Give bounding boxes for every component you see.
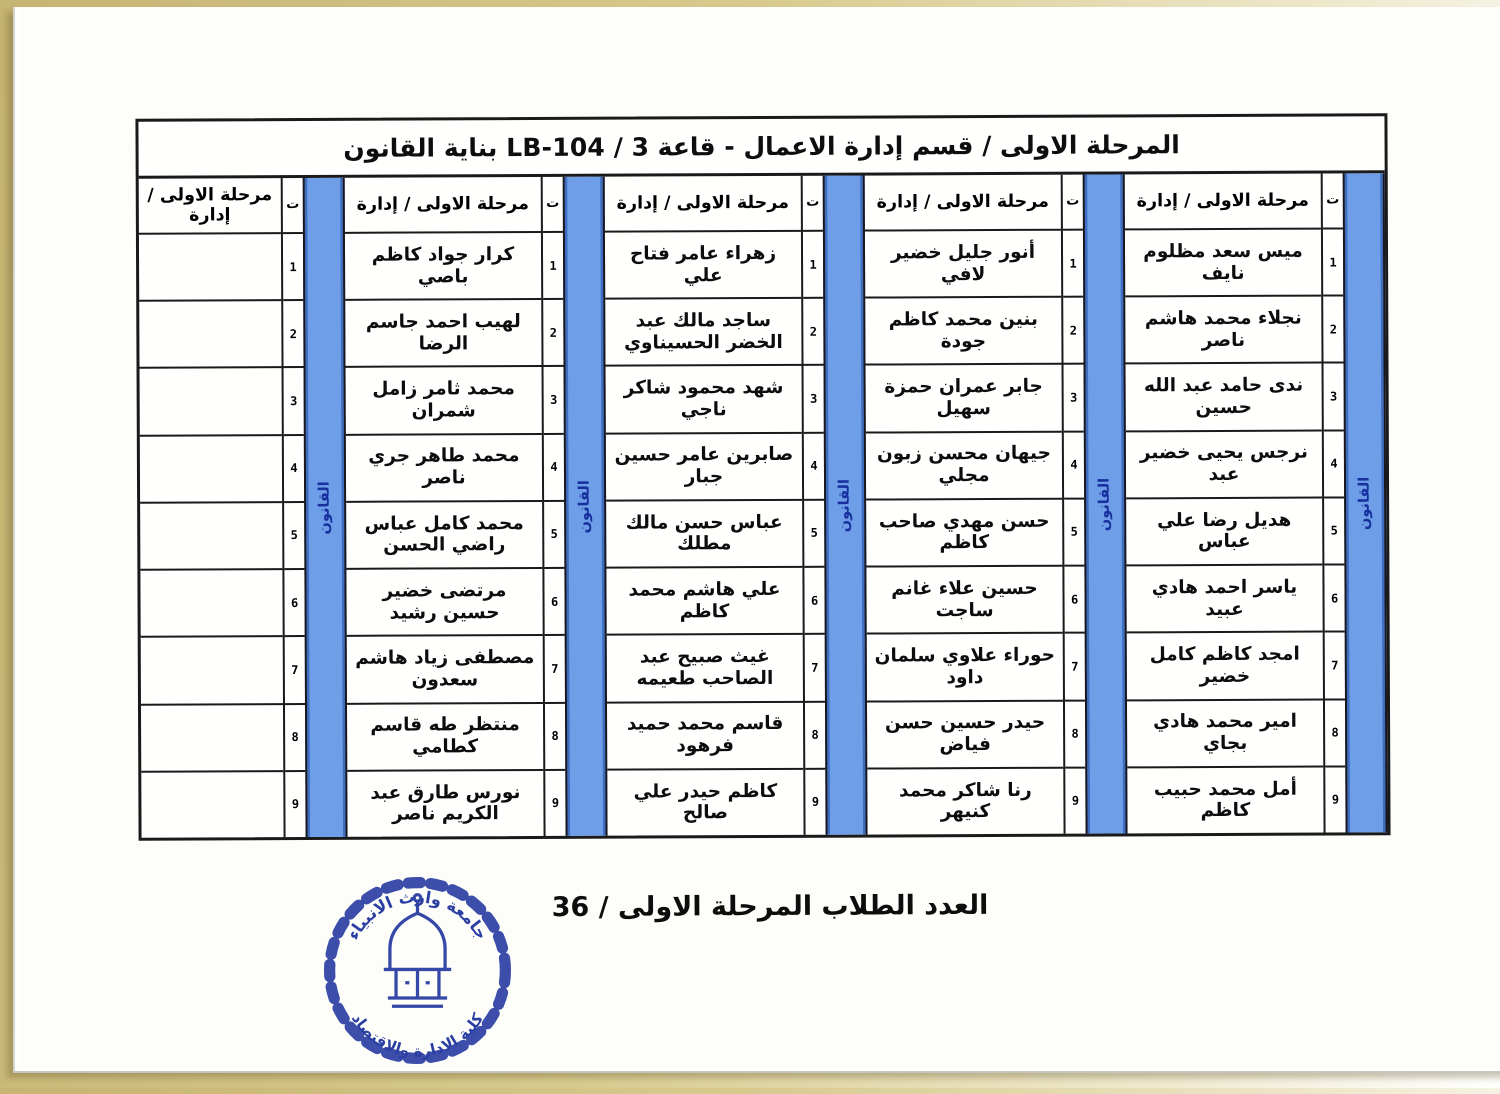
- student-name: جيهان محسن زبون مجلي: [866, 432, 1062, 500]
- student-name: صابرين عامر حسين جبار: [606, 433, 802, 501]
- seq-number: 2: [1323, 297, 1343, 364]
- seq-header: ت: [543, 177, 563, 233]
- blue-strip: [823, 176, 868, 835]
- seq-header: ت: [803, 176, 823, 232]
- names-header: مرحلة الاولى / إدارة: [1125, 174, 1321, 231]
- seq-header: ت: [1063, 175, 1083, 231]
- student-name-empty: [139, 301, 281, 369]
- student-name: بنين محمد كاظم جودة: [865, 298, 1061, 366]
- student-name: هديل رضا علي عباس: [1126, 498, 1322, 566]
- seq-number: 7: [1325, 633, 1345, 700]
- blue-strip: [563, 177, 608, 836]
- seq-number: 3: [544, 367, 564, 434]
- student-name: شهد محمود شاكر ناجي: [606, 366, 802, 434]
- column-group-2: [865, 174, 1128, 834]
- blue-strip: [1343, 173, 1388, 832]
- seq-number: 2: [283, 301, 303, 368]
- seq-number: 7: [1065, 634, 1085, 701]
- student-name-empty: [141, 705, 283, 773]
- seq-column: [1321, 173, 1346, 832]
- student-name: نورس طارق عبد الكريم ناصر: [370, 781, 521, 825]
- student-name: علي هاشم محمد كاظم: [606, 568, 802, 636]
- student-name-empty: [140, 570, 282, 638]
- seq-number: 7: [285, 637, 305, 704]
- seq-number: 8: [285, 705, 305, 772]
- student-name: رنا شاكر محمد كنيهر: [898, 779, 1032, 823]
- seq-number: 5: [1064, 499, 1084, 566]
- column-group-1: [1125, 173, 1388, 833]
- seq-number: 1: [803, 232, 823, 299]
- table-body: [139, 173, 1388, 837]
- student-name: جابر عمران حمزة سهيل: [866, 365, 1062, 433]
- seq-number: 6: [1324, 566, 1344, 633]
- student-name: أنور جليل خضير لافي: [865, 231, 1061, 299]
- seq-number: 1: [1323, 229, 1343, 296]
- scanned-page: [13, 7, 1500, 1073]
- seq-number: 8: [1065, 701, 1085, 768]
- table-title: المرحلة الاولى / قسم إدارة الاعمال - قاعة 3 / LB-104 بناية القانون: [138, 116, 1384, 178]
- stamp-seal-icon: [315, 855, 520, 1090]
- student-name: ميس سعد مظلوم نايف: [1125, 230, 1321, 298]
- seq-header: ت: [1323, 173, 1343, 229]
- names-header: مرحلة الاولى / إدارة: [345, 177, 541, 234]
- strip-label: القانون: [1097, 477, 1114, 531]
- names-column: [1125, 174, 1324, 834]
- seq-header: ت: [283, 178, 303, 234]
- stamp-top-text: جامعة وارث الانبياء: [343, 887, 492, 943]
- student-name: لهيب احمد جاسم الرضا: [345, 300, 541, 368]
- student-name: امجد كاظم كامل خضير: [1127, 633, 1323, 701]
- student-name: نرجس يحيى خضير عبد: [1126, 431, 1322, 499]
- seq-number: 1: [1063, 231, 1083, 298]
- seq-column: [541, 177, 566, 836]
- student-name: حيدر حسين حسن فياض: [867, 701, 1063, 769]
- seq-number: 2: [543, 300, 563, 367]
- student-name: ندى حامد عبد الله حسين: [1126, 364, 1322, 432]
- seq-column: [801, 176, 826, 835]
- seq-number: 6: [1064, 567, 1084, 634]
- strip-label: القانون: [577, 479, 594, 533]
- seq-column: [281, 178, 306, 837]
- seq-number: 7: [805, 635, 825, 702]
- names-column: [865, 175, 1064, 835]
- student-name: نجلاء محمد هاشم ناصر: [1125, 297, 1321, 365]
- seq-number: 7: [545, 636, 565, 703]
- seq-number: 9: [811, 795, 820, 810]
- svg-text:كلية الادارة والاقتصاد: [348, 1010, 487, 1060]
- column-group-3: [605, 176, 868, 836]
- student-name: مصطفى زياد هاشم سعدون: [347, 636, 543, 704]
- seq-number: 6: [284, 570, 304, 637]
- names-column: [345, 177, 544, 837]
- student-name-empty: [141, 772, 283, 838]
- student-name: كاظم حيدر علي صالح: [633, 780, 778, 824]
- student-name: منتظر طه قاسم كطامي: [347, 703, 543, 771]
- column-group-5: [139, 178, 348, 838]
- student-name: ياسر احمد هادي عبيد: [1126, 566, 1322, 634]
- seq-number: 6: [804, 568, 824, 635]
- seq-number: 9: [291, 797, 300, 812]
- student-name: امير محمد هادي بجاي: [1127, 700, 1323, 768]
- names-header: مرحلة الاولى / إدارة: [605, 176, 801, 233]
- seq-number: 8: [805, 702, 825, 769]
- seq-number: 4: [1064, 432, 1084, 499]
- names-column: [139, 178, 284, 838]
- seq-number: 8: [1325, 700, 1345, 767]
- seq-number: 4: [284, 436, 304, 503]
- student-name: محمد ثامر زامل شمران: [346, 367, 542, 435]
- seq-number: 5: [1324, 498, 1344, 565]
- student-name: محمد طاهر جري ناصر: [346, 435, 542, 503]
- student-name: مرتضى خضير حسين رشيد: [346, 569, 542, 637]
- student-name: ساجد مالك عبد الخضر الحسيناوي: [605, 299, 801, 367]
- student-count-line: العدد الطلاب المرحلة الاولى / 36: [551, 889, 989, 924]
- student-name: حسن مهدي صاحب كاظم: [866, 500, 1062, 568]
- student-name: حوراء علاوي سلمان داود: [867, 634, 1063, 702]
- column-group-4: [345, 177, 608, 837]
- student-name-empty: [141, 637, 283, 705]
- strip-label: القانون: [837, 478, 854, 532]
- student-name: قاسم محمد حميد فرهود: [607, 702, 803, 770]
- student-name: أمل محمد حبيب كاظم: [1153, 778, 1297, 822]
- blue-strip: [303, 178, 348, 837]
- names-header: مرحلة الاولى / إدارة: [865, 175, 1061, 232]
- seq-number: 3: [1064, 365, 1084, 432]
- seq-column: [1061, 175, 1086, 834]
- student-name: زهراء عامر فتاح علي: [605, 232, 801, 300]
- seq-number: 4: [1324, 431, 1344, 498]
- names-column: [605, 176, 804, 836]
- seq-number: 2: [803, 299, 823, 366]
- student-name: عباس حسن مالك مطلك: [606, 501, 802, 569]
- seq-number: 3: [804, 366, 824, 433]
- seq-number: 3: [284, 368, 304, 435]
- student-name: كرار جواد كاظم باصي: [345, 233, 541, 301]
- stamp-bottom-text: كلية الادارة والاقتصاد: [347, 1010, 488, 1061]
- student-name-empty: [139, 234, 281, 302]
- student-name: محمد كامل عباس راضي الحسن: [346, 502, 542, 570]
- seq-number: 1: [283, 234, 303, 301]
- seq-number: 3: [1324, 364, 1344, 431]
- student-name-empty: [140, 503, 282, 571]
- seq-number: 9: [551, 796, 560, 811]
- strip-label: القانون: [1357, 476, 1374, 530]
- student-name-empty: [140, 436, 282, 504]
- university-stamp: [315, 855, 520, 1090]
- names-header: مرحلة الاولى / إدارة: [139, 178, 281, 235]
- student-name: غيث صبيح عبد الصاحب طعيمه: [607, 635, 803, 703]
- seq-number: 9: [1071, 793, 1080, 809]
- seq-number: 6: [544, 569, 564, 636]
- student-roster-table: [135, 113, 1390, 840]
- strip-label: القانون: [317, 480, 334, 535]
- seq-number: 8: [545, 703, 565, 770]
- seq-number: 4: [804, 433, 824, 500]
- blue-strip: [1083, 174, 1128, 833]
- seq-number: 5: [804, 501, 824, 568]
- seq-number: 4: [544, 435, 564, 502]
- seq-number: 1: [543, 233, 563, 300]
- seq-number: 2: [1063, 298, 1083, 365]
- seq-number: 5: [544, 502, 564, 569]
- student-name: حسين علاء غانم ساجت: [866, 567, 1062, 635]
- seq-number: 9: [1331, 792, 1340, 807]
- student-name-empty: [140, 369, 282, 437]
- seq-number: 5: [284, 503, 304, 570]
